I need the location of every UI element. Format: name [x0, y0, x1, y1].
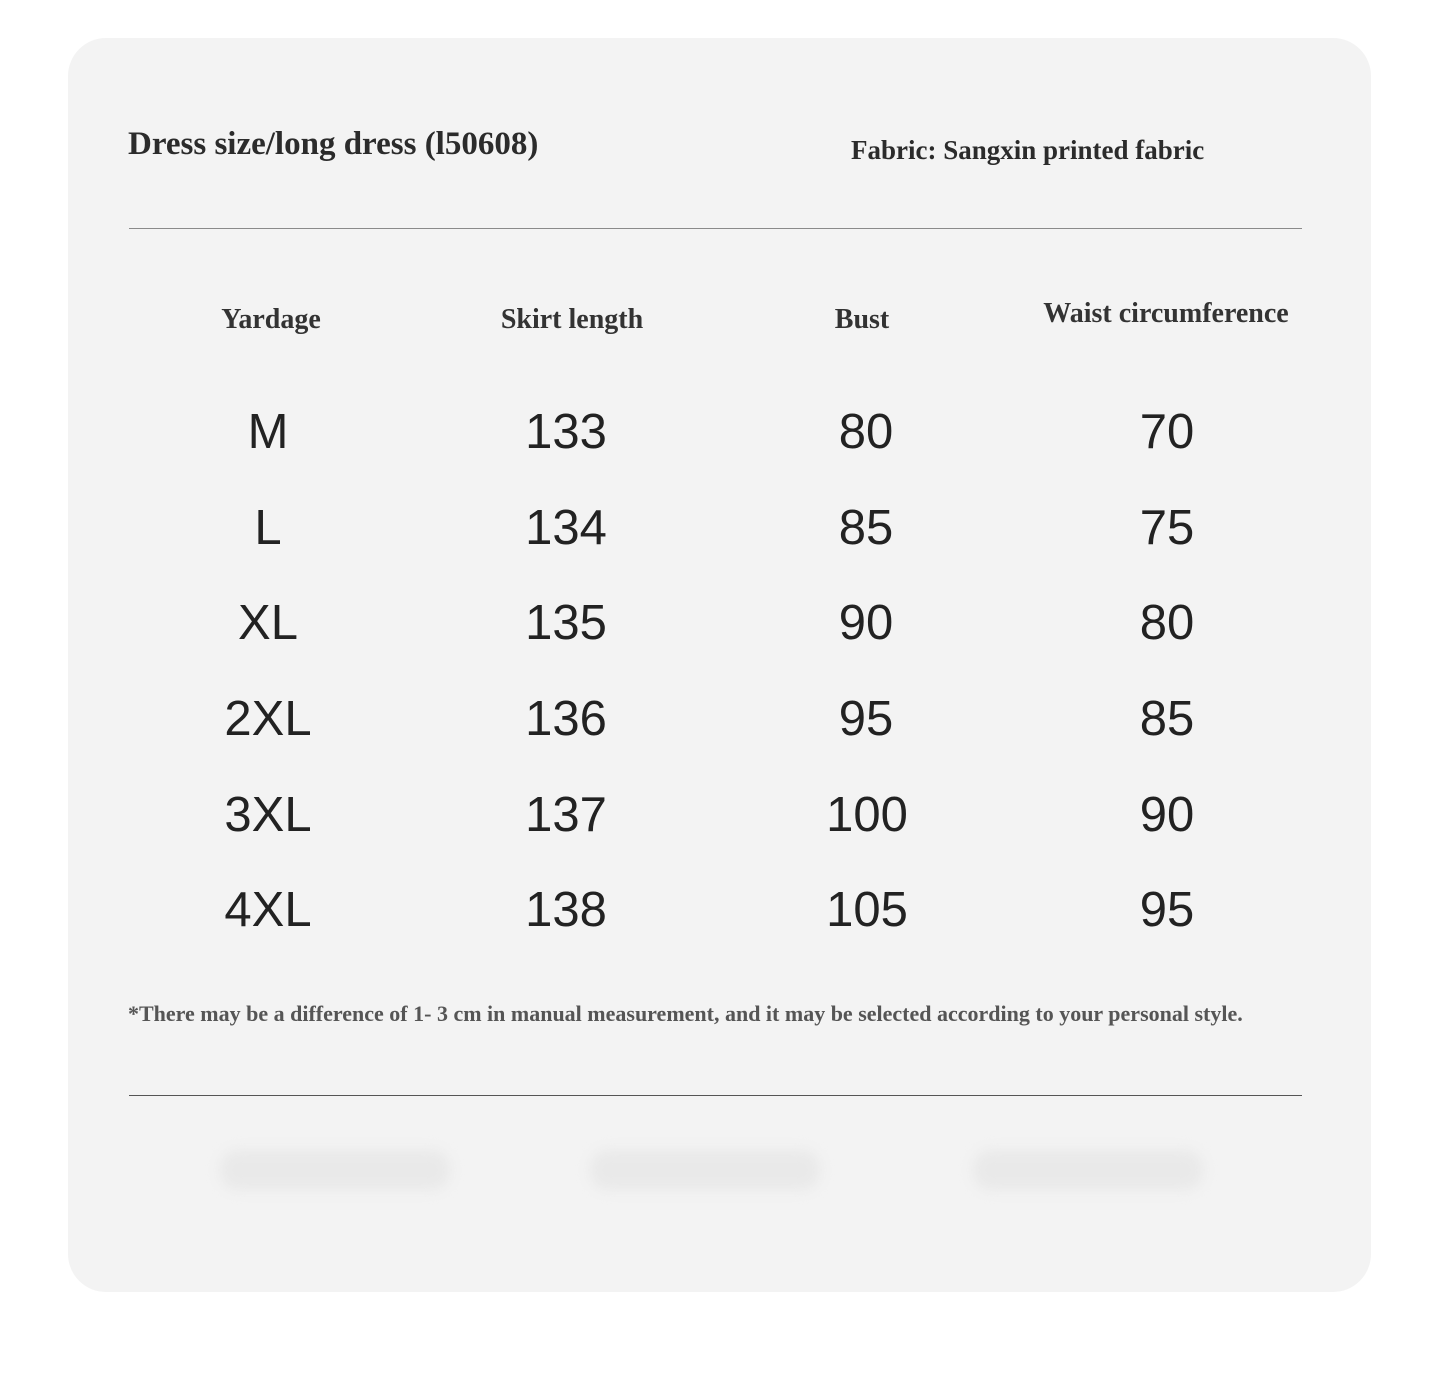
bust-cell: 90 — [838, 596, 894, 650]
column-header-waist-circumference: Waist circumference — [1043, 298, 1289, 329]
size-chart-card — [68, 38, 1371, 1292]
size-cell: L — [254, 501, 282, 555]
bust-cell: 80 — [838, 405, 894, 459]
waist-cell: 90 — [1139, 788, 1195, 842]
table-row — [68, 775, 1371, 855]
page-title: Dress size/long dress (l50608) — [128, 126, 539, 162]
table-row — [68, 583, 1371, 663]
waist-cell: 95 — [1139, 883, 1195, 937]
bust-cell: 105 — [826, 883, 908, 937]
fabric-label: Fabric: Sangxin printed fabric — [851, 135, 1205, 165]
skirt-length-cell: 133 — [525, 405, 607, 459]
table-row — [68, 392, 1371, 472]
skirt-length-cell: 137 — [525, 788, 607, 842]
skirt-length-cell: 136 — [525, 692, 607, 746]
top-divider — [129, 228, 1302, 229]
measurement-footnote: *There may be a difference of 1- 3 cm in manual measurement, and it may be selected according to your personal style. — [128, 1001, 1243, 1026]
waist-cell: 75 — [1139, 501, 1195, 555]
table-row — [68, 870, 1371, 950]
bust-cell: 100 — [826, 788, 908, 842]
table-row — [68, 679, 1371, 759]
size-cell: XL — [238, 596, 298, 650]
skirt-length-cell: 138 — [525, 883, 607, 937]
bottom-divider — [129, 1095, 1302, 1096]
size-cell: M — [247, 405, 289, 459]
size-cell: 2XL — [224, 692, 312, 746]
waist-cell: 70 — [1139, 405, 1195, 459]
blurred-placeholder — [220, 1150, 450, 1190]
skirt-length-cell: 134 — [525, 501, 607, 555]
column-header-bust: Bust — [834, 304, 890, 335]
bust-cell: 85 — [838, 501, 894, 555]
bust-cell: 95 — [838, 692, 894, 746]
blurred-placeholder — [973, 1150, 1203, 1190]
column-header-yardage: Yardage — [221, 304, 321, 335]
size-cell: 3XL — [224, 788, 312, 842]
column-header-skirt-length: Skirt length — [500, 304, 644, 335]
size-cell: 4XL — [224, 883, 312, 937]
waist-cell: 80 — [1139, 596, 1195, 650]
table-row — [68, 488, 1371, 568]
waist-cell: 85 — [1139, 692, 1195, 746]
skirt-length-cell: 135 — [525, 596, 607, 650]
blurred-placeholder — [590, 1150, 820, 1190]
